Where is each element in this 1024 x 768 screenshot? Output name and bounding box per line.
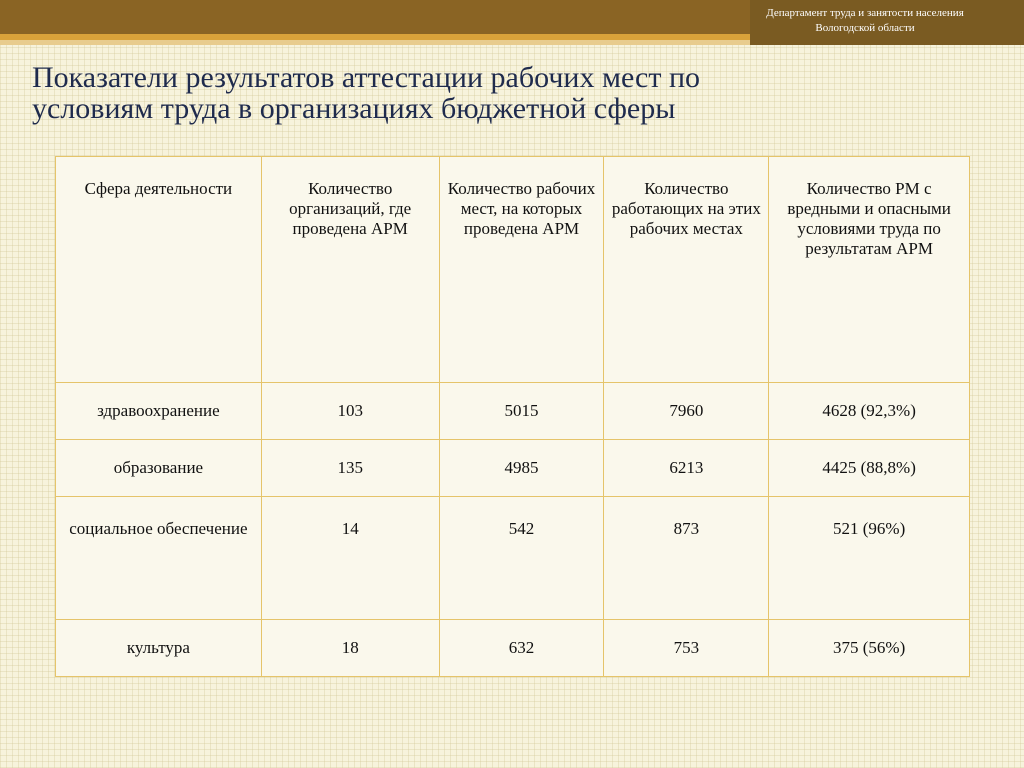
- cell-workplaces: 542: [439, 497, 604, 620]
- cell-workplaces: 5015: [439, 383, 604, 440]
- cell-hazardous: 521 (96%): [769, 497, 970, 620]
- table-row: [56, 497, 970, 620]
- cell-workplaces: 4985: [439, 440, 604, 497]
- cell-workers: 6213: [604, 440, 769, 497]
- header-workers-count: Количество работающих на этих рабочих местах: [604, 157, 769, 383]
- title-line-1: Показатели результатов аттестации рабочих мест по: [32, 61, 700, 94]
- header-hazardous-count: Количество РМ с вредными и опасными условиями труда по результатам АРМ: [769, 157, 970, 383]
- cell-sphere: культура: [56, 620, 262, 677]
- cell-hazardous: 4425 (88,8%): [769, 440, 970, 497]
- cell-workers: 873: [604, 497, 769, 620]
- table-row: [56, 620, 970, 677]
- cell-sphere: образование: [56, 440, 262, 497]
- cell-workers: 7960: [604, 383, 769, 440]
- table-header-row: [56, 157, 970, 383]
- cell-hazardous: 4628 (92,3%): [769, 383, 970, 440]
- cell-org-count: 14: [261, 497, 439, 620]
- cell-sphere: здравоохранение: [56, 383, 262, 440]
- table-row: [56, 383, 970, 440]
- results-table: [55, 156, 970, 677]
- slide-title: [32, 62, 832, 124]
- cell-org-count: 18: [261, 620, 439, 677]
- cell-org-count: 103: [261, 383, 439, 440]
- header-org-count: Количество организаций, где проведена АРМ: [261, 157, 439, 383]
- header-workplaces-count: Количество рабочих мест, на которых проведена АРМ: [439, 157, 604, 383]
- region-name: Вологодской области: [815, 22, 915, 34]
- header-sphere: Сфера деятельности: [56, 157, 262, 383]
- table-row: [56, 440, 970, 497]
- cell-org-count: 135: [261, 440, 439, 497]
- department-name: Департамент труда и занятости населения: [766, 7, 964, 19]
- department-header: [750, 6, 980, 36]
- cell-workplaces: 632: [439, 620, 604, 677]
- cell-hazardous: 375 (56%): [769, 620, 970, 677]
- cell-sphere: социальное обеспечение: [56, 497, 262, 620]
- cell-workers: 753: [604, 620, 769, 677]
- title-line-2: условиям труда в организациях бюджетной сферы: [32, 92, 676, 125]
